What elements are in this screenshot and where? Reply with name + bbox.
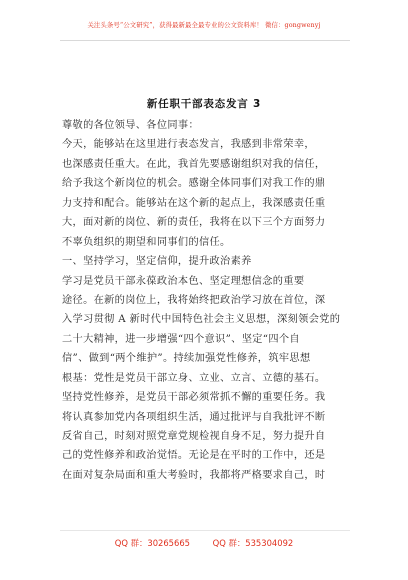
body-line: 力支持和配合。能够站在这个新的起点上，我深感责任重 <box>62 197 326 209</box>
body-line: 途径。在新的岗位上，我将始终把政治学习放在首位，深 <box>62 294 326 306</box>
section-heading: 一、坚持学习，坚定信仰，提升政治素养 <box>62 256 252 268</box>
body-line: 不辜负组织的期望和同事们的信任。 <box>62 236 231 248</box>
salutation-line: 尊敬的各位领导、各位同事： <box>62 120 199 131</box>
body-line: 信”、做到“两个维护”。持续加强党性修养，筑牢思想 <box>62 353 311 365</box>
footer-contact <box>0 537 408 549</box>
body-line: 大，面对新的岗位、新的责任，我将在以下三个方面努力 <box>62 217 326 229</box>
document-title: 新任职干部表态发言 3 <box>146 98 262 110</box>
body-line: 也深感责任重大。在此，我首先要感谢组织对我的信任， <box>62 158 326 170</box>
body-line: 反省自己，时刻对照党章党规检视自身不足，努力提升自 <box>62 431 326 442</box>
qq-group-2: QQ 群：535304092 <box>212 538 294 548</box>
footer-divider <box>60 530 350 531</box>
qq-group-1: QQ 群：30265665 <box>114 538 190 548</box>
body-line: 给予我这个新岗位的机会。感谢全体同事们对我工作的鼎 <box>62 178 326 190</box>
body-line: 二十大精神，进一步增强“四个意识”、坚定“四个自 <box>62 333 300 345</box>
body-line: 己的党性修养和政治觉悟。无论是在平时的工作中，还是 <box>62 450 326 462</box>
body-line: 今天，能够站在这里进行表态发言，我感到非常荣幸， <box>62 139 315 151</box>
promo-banner: 关注头条号“公文研究”，获得最新最全最专业的公文资料库！ 微信：gongwenyj <box>87 21 321 29</box>
body-line: 坚持党性修养，是党员干部必须常抓不懈的重要任务。我 <box>62 392 326 404</box>
document-body <box>62 116 350 485</box>
body-line: 学习是党员干部永葆政治本色、坚定理想信念的重要 <box>62 275 305 287</box>
header-divider <box>60 40 350 41</box>
body-line: 将认真参加党内各项组织生活，通过批评与自我批评不断 <box>62 411 326 423</box>
body-line: 根基：党性是党员干部立身、立业、立言、立德的基石。 <box>62 372 326 384</box>
body-line: 入学习贯彻 A 新时代中国特色社会主义思想，深刻领会党的 <box>62 314 341 326</box>
body-line: 在面对复杂局面和重大考验时，我都将严格要求自己，时 <box>62 469 326 481</box>
